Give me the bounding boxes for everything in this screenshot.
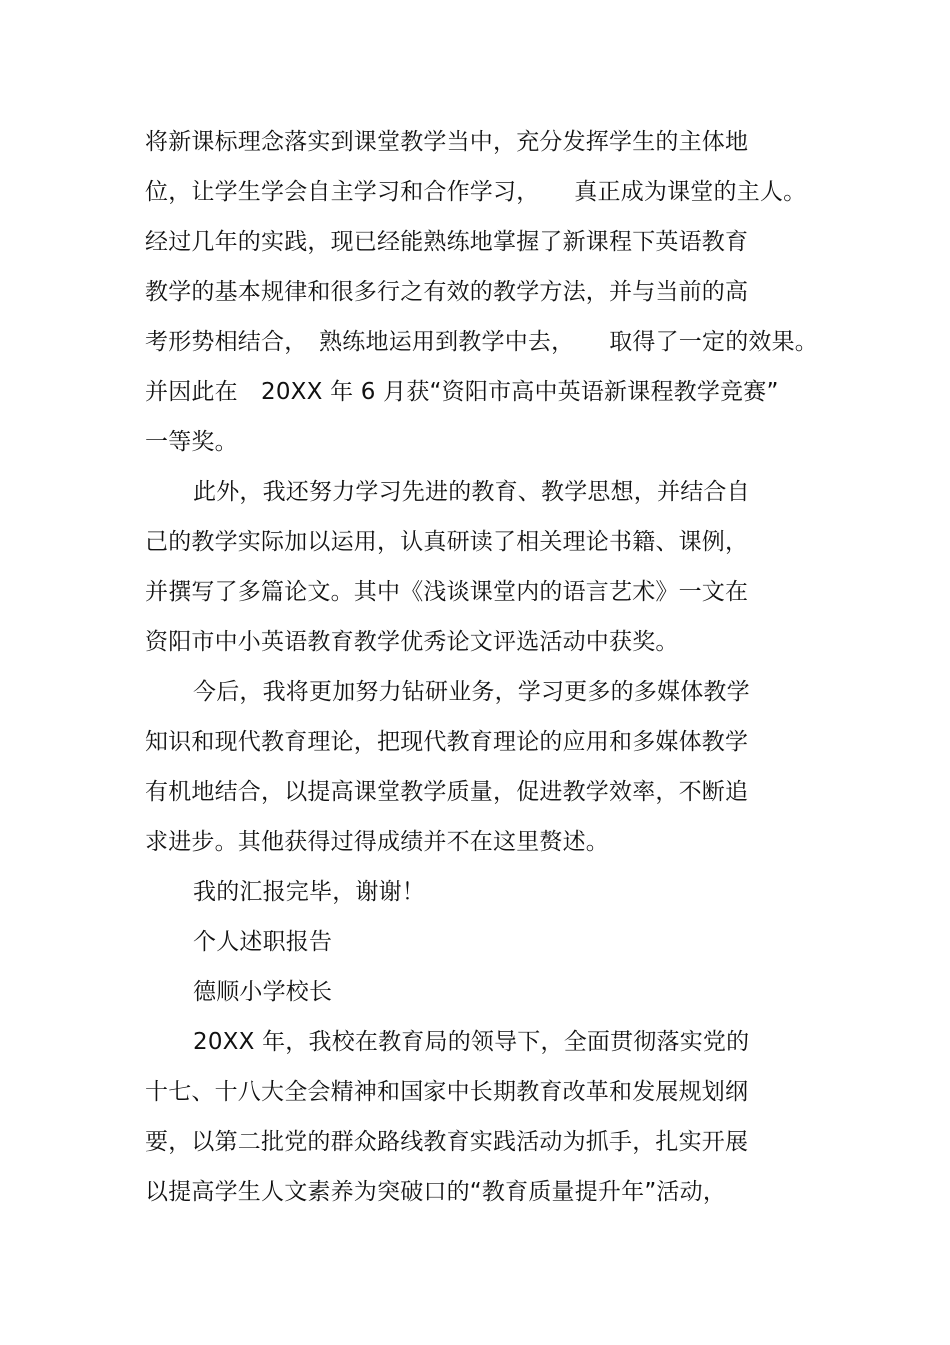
text-line: 有机地结合，以提高课堂教学质量，促进教学效率，不断追 [145,779,749,805]
text-line: 考形势相结合， 熟练地运用到教学中去， 取得了一定的效果。 [145,329,818,355]
text-line: 以提高学生人文素养为突破口的“教育质量提升年”活动， [145,1179,727,1205]
text-line: 一等奖。 [145,429,238,455]
closing-line: 我的汇报完毕，谢谢！ [193,879,425,905]
text-line: 求进步。其他获得过得成绩并不在这里赘述。 [145,829,609,855]
text-line: 并因此在 20XX 年 6 月获“资阳市高中英语新课程教学竞赛” [145,379,779,405]
text-line: 知识和现代教育理论，把现代教育理论的应用和多媒体教学 [145,729,749,755]
text-line: 要，以第二批党的群众路线教育实践活动为抓手，扎实开展 [145,1129,749,1155]
text-line: 位，让学生学会自主学习和合作学习， 真正成为课堂的主人。 [145,179,807,205]
report-author: 德顺小学校长 [193,979,333,1005]
text-line: 经过几年的实践，现已经能熟练地掌握了新课程下英语教育 [145,229,749,255]
paragraph-start-line: 今后，我将更加努力钻研业务，学习更多的多媒体教学 [193,679,750,705]
paragraph-start-line: 20XX 年，我校在教育局的领导下，全面贯彻落实党的 [193,1029,750,1055]
report-title: 个人述职报告 [193,929,333,955]
text-line: 并撰写了多篇论文。其中《浅谈课堂内的语言艺术》一文在 [145,579,749,605]
text-line: 资阳市中小英语教育教学优秀论文评选活动中获奖。 [145,629,679,655]
paragraph-start-line: 此外，我还努力学习先进的教育、教学思想，并结合自 [193,479,750,505]
text-line: 将新课标理念落实到课堂教学当中，充分发挥学生的主体地 [145,129,749,155]
text-line: 教学的基本规律和很多行之有效的教学方法，并与当前的高 [145,279,749,305]
text-line: 己的教学实际加以运用，认真研读了相关理论书籍、课例， [145,529,749,555]
text-line: 十七、十八大全会精神和国家中长期教育改革和发展规划纲 [145,1079,749,1105]
